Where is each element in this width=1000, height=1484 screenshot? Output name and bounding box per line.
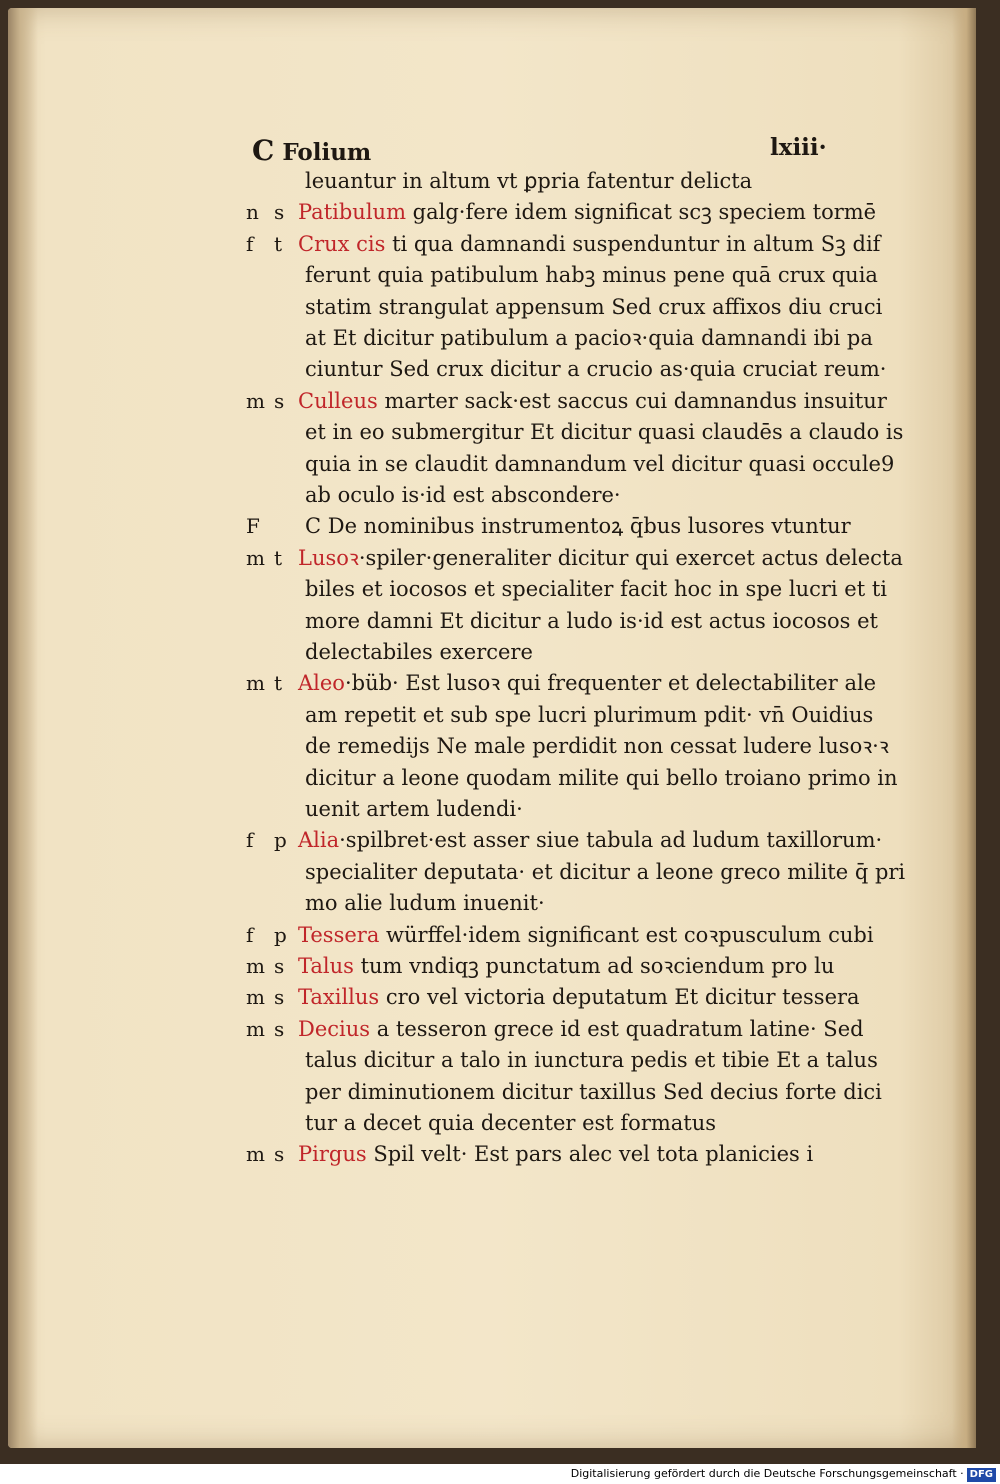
text-line — [0, 1043, 1000, 1077]
margin-gender-mark: m — [246, 985, 265, 1010]
line-text — [305, 729, 889, 763]
line-text — [298, 384, 887, 418]
text-line — [0, 509, 1000, 543]
line-body: et in eo submergitur Et dicitur quasi claudēs a claudo is — [305, 420, 904, 445]
text-line — [0, 635, 1000, 669]
line-text — [305, 321, 873, 355]
line-body: specialiter deputata· et dicitur a leone greco milite q̄ pri — [305, 859, 906, 884]
line-text — [305, 698, 873, 732]
text-line — [0, 980, 1000, 1014]
line-text — [305, 509, 851, 543]
text-line — [0, 1012, 1000, 1046]
text-line — [0, 1075, 1000, 1109]
line-body: galg·fere idem significat scꝫ speciem tormē — [405, 200, 877, 225]
line-text — [305, 572, 887, 606]
line-text — [298, 823, 882, 857]
text-line — [0, 227, 1000, 261]
line-text — [305, 290, 882, 324]
text-line — [0, 666, 1000, 700]
line-body: am repetit et sub spe lucri plurimum pdit· vn̄ Ouidius — [305, 702, 874, 727]
text-line — [0, 195, 1000, 229]
footer-text: Digitalisierung gefördert durch die Deutsche Forschungsgemeinschaft · — [570, 1467, 964, 1480]
line-body: ·spilbret·est asser siue tabula ad ludum taxillorum· — [339, 828, 883, 853]
line-body: tum vndiqꝫ punctatum ad soꝛciendum pro lu — [353, 954, 835, 978]
line-text — [305, 447, 894, 481]
line-body: statim strangulat appensum Sed crux affixos diu cruci — [305, 294, 883, 319]
line-body: dicitur a leone quodam milite qui bello troiano primo in — [305, 765, 898, 790]
line-text — [298, 541, 903, 575]
line-text — [305, 604, 878, 638]
rubricated-headword: Pirgus — [298, 1142, 367, 1167]
margin-class-mark: t — [274, 545, 283, 570]
rubricated-headword: Taxillus — [298, 985, 380, 1010]
margin-class-mark: s — [274, 388, 285, 413]
line-text — [298, 1137, 813, 1171]
text-line — [0, 384, 1000, 418]
line-body: more damni Et dicitur a ludo is·id est actus iocosos et — [305, 608, 878, 633]
text-line — [0, 1106, 1000, 1140]
line-text — [298, 666, 876, 700]
line-body: quia in se claudit damnandum vel dicitur quasi occule9 — [305, 451, 895, 476]
text-line — [0, 886, 1000, 920]
line-body: cro vel victoria deputatum Et dicitur tessera — [379, 985, 860, 1010]
text-line — [0, 572, 1000, 606]
rubricated-headword: Patibulum — [298, 200, 406, 225]
margin-gender-mark: f — [246, 828, 254, 853]
line-body: ti qua damnandi suspenduntur in altum Sꝫ dif — [385, 231, 881, 256]
line-text — [305, 258, 878, 292]
text-line — [0, 823, 1000, 857]
margin-gender-mark: f — [246, 231, 254, 256]
line-body: Spil velt· Est pars alec vel tota planicies i — [366, 1142, 814, 1167]
line-text — [305, 635, 533, 669]
pilcrow-mark: C — [252, 134, 275, 167]
text-line — [0, 478, 1000, 512]
margin-gender-mark: F — [246, 514, 260, 539]
line-body: marter sack·est saccus cui damnandus insuitur — [377, 388, 887, 413]
margin-class-mark: s — [274, 1016, 285, 1041]
text-line — [0, 604, 1000, 638]
margin-gender-mark: m — [246, 954, 265, 978]
rubricated-headword: Decius — [298, 1016, 371, 1041]
line-text — [305, 352, 886, 386]
dfg-logo: DFG — [967, 1468, 996, 1482]
line-body: per diminutionem dicitur taxillus Sed decius forte dici — [305, 1079, 882, 1104]
text-line — [0, 352, 1000, 386]
line-body: ·büb· Est lusoꝛ qui frequenter et delectabiliter ale — [344, 671, 877, 696]
rubricated-headword: Lusoꝛ — [298, 545, 359, 570]
line-text — [305, 1043, 878, 1077]
text-line — [0, 729, 1000, 763]
margin-class-mark: p — [274, 828, 287, 853]
line-text — [305, 761, 898, 795]
margin-gender-mark: m — [246, 1016, 265, 1041]
text-line — [0, 949, 1000, 983]
line-body: würffel·idem significant est coꝛpusculum cubi — [379, 922, 874, 947]
line-text — [298, 918, 874, 952]
line-body: tur a decet quia decenter est formatus — [305, 1111, 717, 1135]
margin-gender-mark: f — [246, 922, 254, 947]
line-text — [305, 792, 523, 826]
margin-class-mark: s — [274, 985, 285, 1010]
line-text — [298, 227, 880, 261]
line-text — [305, 415, 903, 449]
text-line — [0, 447, 1000, 481]
line-text — [298, 1012, 864, 1046]
text-line — [0, 698, 1000, 732]
running-head — [252, 134, 371, 167]
margin-gender-mark: m — [246, 545, 265, 570]
line-text — [305, 164, 752, 198]
text-line — [0, 1137, 1000, 1171]
line-text — [298, 949, 834, 983]
line-body: de remedijs Ne male perdidit non cessat ludere lusoꝛ·ꝛ — [305, 734, 889, 759]
line-body: uenit artem ludendi· — [305, 797, 523, 821]
line-body: C De nominibus instrumentoꝝ q̄bus lusores vtuntur — [305, 514, 851, 539]
line-body: talus dicitur a talo in iunctura pedis et tibie Et a talus — [305, 1048, 878, 1073]
text-line — [0, 855, 1000, 889]
footer-bar — [0, 1464, 1000, 1484]
line-text — [298, 980, 860, 1014]
text-line — [0, 290, 1000, 324]
text-line — [0, 761, 1000, 795]
line-text — [298, 195, 876, 229]
line-body: ciuntur Sed crux dicitur a crucio as·quia cruciat reum· — [305, 357, 887, 382]
line-text — [305, 855, 905, 889]
line-text — [305, 478, 621, 512]
line-body: ·spiler·generaliter dicitur qui exercet actus delecta — [358, 545, 903, 570]
line-body: delectabiles exercere — [305, 640, 533, 664]
margin-gender-mark: m — [246, 671, 265, 696]
folio-number: lxiii· — [770, 134, 827, 161]
rubricated-headword: Talus — [298, 954, 354, 978]
line-body: leuantur in altum vt ꝑpria fatentur delicta — [305, 169, 753, 193]
line-body: ferunt quia patibulum habꝫ minus pene quā crux quia — [305, 263, 878, 288]
margin-gender-mark: m — [246, 1142, 265, 1167]
text-line — [0, 415, 1000, 449]
running-title: Folium — [282, 139, 372, 166]
line-text — [305, 886, 545, 920]
text-line — [0, 258, 1000, 292]
line-body: at Et dicitur patibulum a pacioꝛ·quia damnandi ibi pa — [305, 326, 873, 350]
margin-class-mark: s — [274, 1142, 285, 1167]
line-text — [305, 1106, 716, 1140]
text-line — [0, 164, 1000, 198]
line-body: biles et iocosos et specialiter facit hoc in spe lucri et ti — [305, 577, 887, 602]
rubricated-headword: Culleus — [298, 388, 378, 413]
line-body: ab oculo is·id est abscondere· — [305, 483, 621, 507]
margin-class-mark: s — [274, 954, 285, 978]
rubricated-headword: Tessera — [298, 922, 380, 947]
rubricated-headword: Aleo — [298, 671, 345, 696]
line-body: a tesseron grece id est quadratum latine· Sed — [370, 1016, 864, 1041]
margin-class-mark: t — [274, 231, 283, 256]
margin-class-mark: s — [274, 200, 285, 225]
text-line — [0, 321, 1000, 355]
margin-class-mark: t — [274, 671, 283, 696]
rubricated-headword: Alia — [298, 828, 340, 853]
line-body: mo alie ludum inuenit· — [305, 891, 545, 916]
text-line — [0, 541, 1000, 575]
margin-gender-mark: n — [246, 200, 259, 225]
rubricated-headword: Crux cis — [298, 231, 386, 256]
text-line — [0, 792, 1000, 826]
line-text — [305, 1075, 882, 1109]
text-line — [0, 918, 1000, 952]
margin-gender-mark: m — [246, 388, 265, 413]
margin-class-mark: p — [274, 922, 287, 947]
